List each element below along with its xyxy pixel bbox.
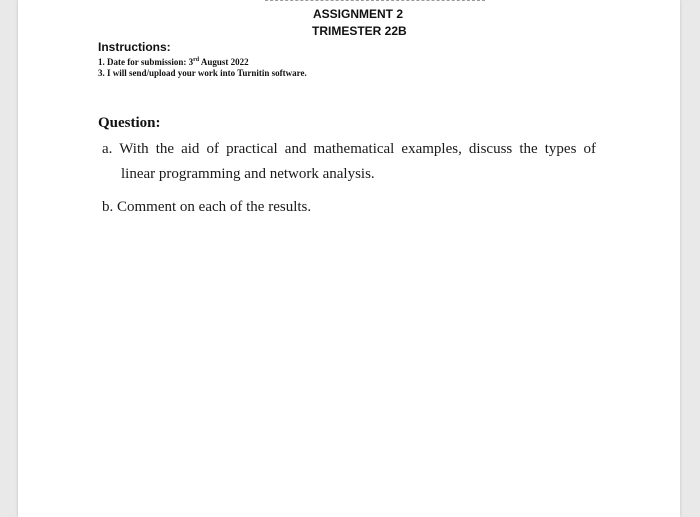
document-page <box>18 0 680 517</box>
instruction-item-turnitin: 3. I will send/upload your work into Turnitin software. <box>98 68 307 78</box>
question-part-b: b. Comment on each of the results. <box>102 199 312 215</box>
instruction-date-prefix: 1. Date for submission: 3 <box>98 57 194 67</box>
trimester-title: TRIMESTER 22B <box>312 24 407 38</box>
question-part-a-line-2: linear programming and network analysis. <box>121 166 375 182</box>
instruction-item-submission-date <box>98 57 249 67</box>
question-heading: Question: <box>98 115 161 131</box>
instructions-heading: Instructions: <box>98 40 171 54</box>
cropped-header-line <box>265 0 485 2</box>
assignment-title: ASSIGNMENT 2 <box>313 7 404 21</box>
instruction-date-suffix: August 2022 <box>199 57 249 67</box>
instruction-date-ordinal: rd <box>193 57 200 63</box>
question-part-a-line-1: a. With the aid of practical and mathematical examples, discuss the types of <box>102 141 596 157</box>
